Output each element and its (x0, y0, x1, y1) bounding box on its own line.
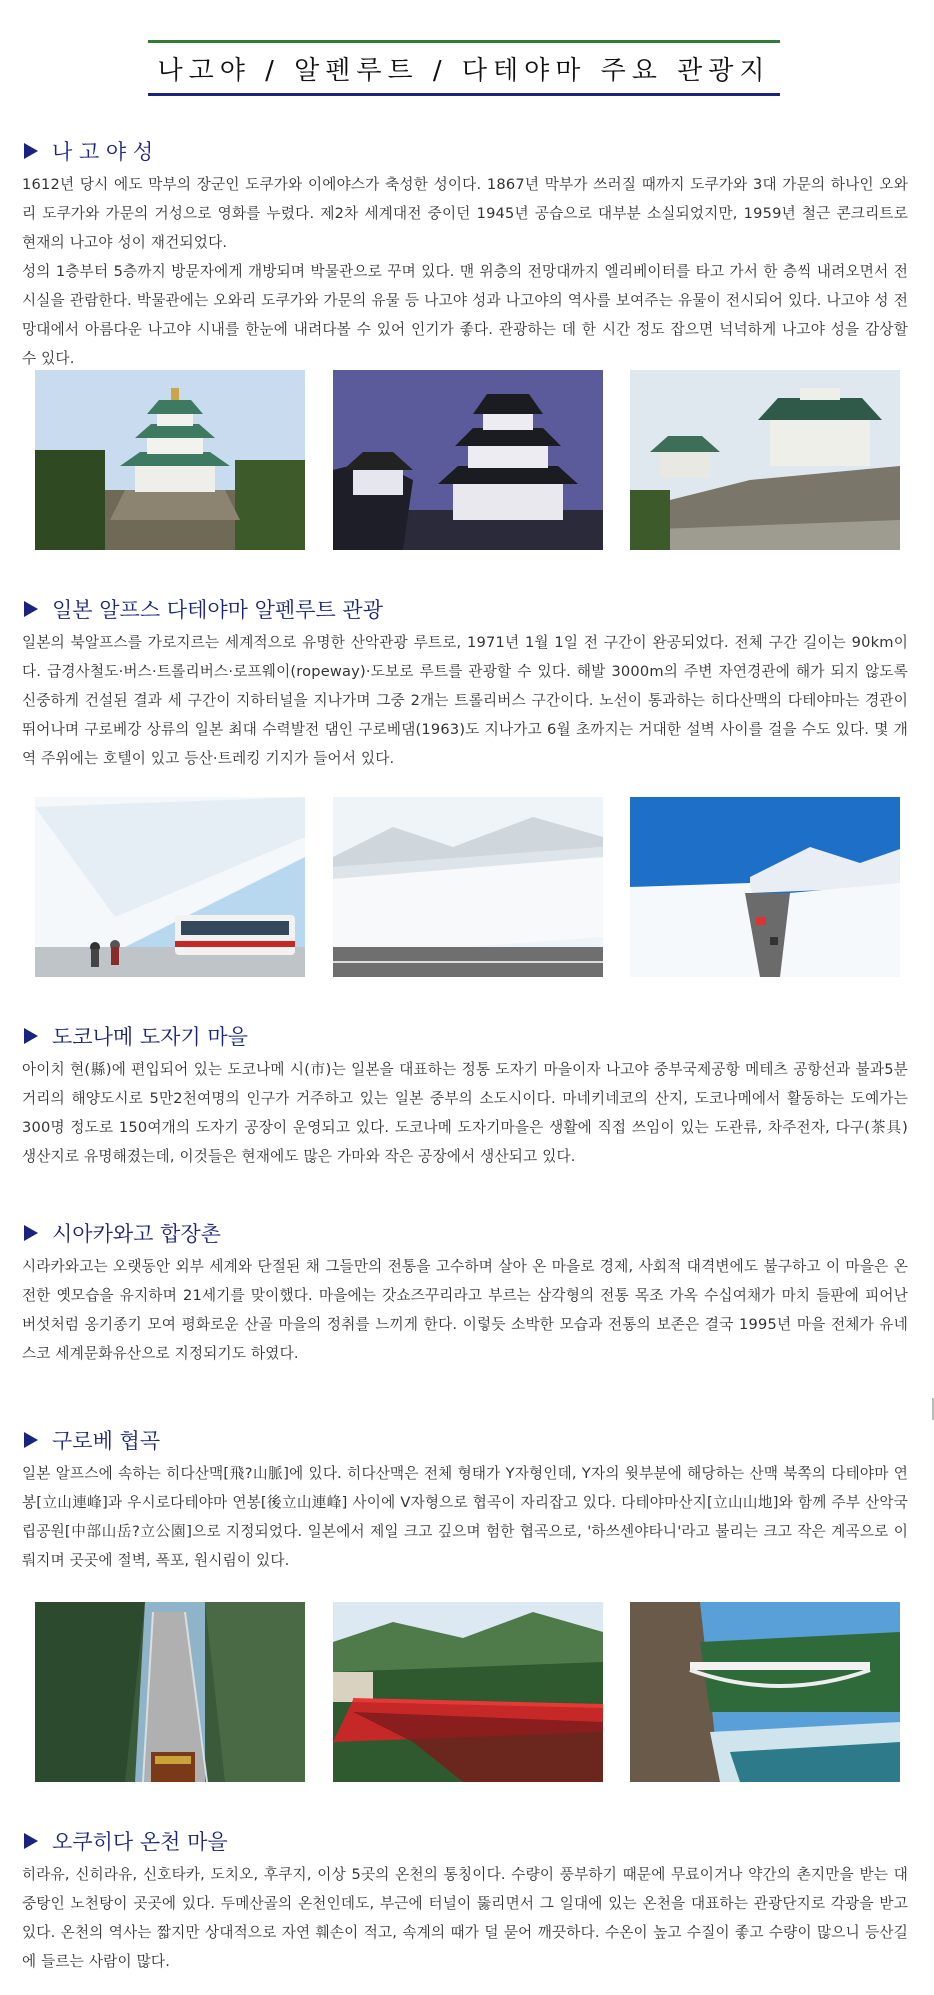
section-heading (22, 594, 908, 624)
section-heading (22, 1218, 908, 1248)
photo-row-castle (0, 370, 934, 550)
section-heading-text: 오쿠히다 온천 마을 (52, 1830, 228, 1854)
triangle-bullet-icon (24, 601, 38, 617)
kurobe-red-bridge-photo (333, 1602, 603, 1782)
section-kurobe-gorge (22, 1425, 908, 1575)
nagoya-castle-photo (35, 370, 305, 550)
page-title-box (148, 40, 780, 96)
paragraph: 시라카와고는 오랫동안 외부 세계와 단절된 채 그들만의 전통을 고수하며 살아 온 마을로 경제, 사회적 대격변에도 불구하고 이 마을은 온전한 옛모습을 유지하며 21세기를 맞이했다. 마을에는 갓쇼즈꾸리라고 부르는 삼각형의 전통 목조 가옥 수십여채가 마치 들판에 피어난 버섯처럼 옹기종기 모여 평화로운 산골 마을의 정취를 느끼게 한다. 이렇듯 소박한 모습과 전통의 보존은 결국 1995년 마을 전체가 유네스코 세계문화유산으로 지정되기도 하였다. (22, 1258, 908, 1362)
triangle-bullet-icon (24, 1833, 38, 1849)
section-heading (22, 1425, 908, 1455)
photo-row-alpine (0, 797, 934, 977)
triangle-bullet-icon (24, 1225, 38, 1241)
section-heading-text: 구로베 협곡 (52, 1429, 161, 1453)
kurobe-train-bridge-photo (35, 1602, 305, 1782)
nagoya-castle-keep-photo (333, 370, 603, 550)
paragraph: 성의 1층부터 5층까지 방문자에게 개방되며 박물관으로 꾸며 있다. 맨 위층의 전망대까지 엘리베이터를 타고 가서 한 층씩 내려오면서 전시실을 관람한다. 박물관에는 오와리 도쿠가와 가문의 유물 등 나고야 성과 나고야의 역사를 보여주는 유물이 전시되어 있다. 나고야 성 전망대에서 아름다운 나고야 시내를 한눈에 내려다볼 수 있어 인기가 좋다. 관광하는 데 한 시간 정도 잡으면 넉넉하게 나고야 성을 감상할 수 있다. (22, 263, 908, 367)
section-okuhida-onsen (22, 1826, 908, 1976)
paragraph: 1612년 당시 에도 막부의 장군인 도쿠가와 이에야스가 축성한 성이다. 1867년 막부가 쓰러질 때까지 도쿠가와 3대 가문의 하나인 오와리 도쿠가와 가문의 거성으로 영화를 누렸다. 제2차 세계대전 중이던 1945년 공습으로 대부분 소실되었지만, 1959년 철근 콘크리트로 현재의 나고야 성이 재건되었다. (22, 176, 908, 251)
section-tokoname (22, 1021, 908, 1171)
section-heading-text: 도코나메 도자기 마을 (52, 1025, 248, 1049)
kurobe-white-bridge-photo (630, 1602, 900, 1782)
section-heading (22, 1021, 908, 1051)
page-title: 나고야 / 알펜루트 / 다테야마 주요 관광지 (157, 55, 771, 86)
section-shirakawago (22, 1218, 908, 1368)
snow-wall-road-photo (333, 797, 603, 977)
section-heading-text: 일본 알프스 다테야마 알펜루트 관광 (52, 598, 383, 622)
snow-wall-bus-photo (35, 797, 305, 977)
photo-row-kurobe (0, 1602, 934, 1782)
paragraph: 아이치 현(縣)에 편입되어 있는 도코나메 시(市)는 일본을 대표하는 정통 도자기 마을이자 나고야 중부국제공항 메테츠 공항선과 불과5분거리의 해양도시로 5만2천여명의 인구가 거주하고 있는 일본 중부의 소도시이다. 마네키네코의 산지, 도코나메에서 활동하는 도예가는 300명 정도로 150여개의 도자기 공장이 운영되고 있다. 도코나메 도자기마을은 생활에 직접 쓰임이 있는 도관류, 차주전자, 다구(茶具) 생산지로 유명해졌는데, 이것들은 현재에도 많은 가마와 작은 공장에서 생산되고 있다. (22, 1061, 908, 1165)
section-heading (22, 1826, 908, 1856)
triangle-bullet-icon (24, 1432, 38, 1448)
section-heading-text: 나 고 야 성 (52, 140, 154, 164)
section-nagoya-castle (22, 136, 908, 373)
paragraph: 일본의 북알프스를 가로지르는 세계적으로 유명한 산악관광 루트로, 1971년 1월 1일 전 구간이 완공되었다. 전체 구간 길이는 90km이다. 급경사철도·버스·트롤리버스·로프웨이(ropeway)·도보로 루트를 관광할 수 있다. 해발 3000m의 주변 자연경관에 해가 되지 않도록 신중하게 건설된 결과 세 구간이 지하터널을 지나가며 그중 2개는 트롤리버스 구간이다. 노선이 통과하는 히다산맥의 다테야마는 경관이 뛰어나며 구로베강 상류의 일본 최대 수력발전 댐인 구로베댐(1963)도 지나가고 6월 초까지는 거대한 설벽 사이를 걸을 수도 있다. 몇 개역 주위에는 호텔이 있고 등산·트레킹 기지가 들어서 있다. (22, 634, 908, 767)
paragraph: 일본 알프스에 속하는 히다산맥[飛?山脈]에 있다. 히다산맥은 전체 형태가 Y자형인데, Y자의 윗부분에 해당하는 산맥 북쪽의 다테야마 연봉[立山連峰]과 우시로다테야마 연봉[後立山連峰] 사이에 V자형으로 협곡이 자리잡고 있다. 다테야마산지[立山山地]와 함께 주부 산악국립공원[中部山岳?立公園]으로 지정되었다. 일본에서 제일 크고 깊으며 험한 협곡으로, '하쓰센야타니'라고 불리는 크고 작은 계곡으로 이뤄지며 곳곳에 절벽, 폭포, 원시림이 있다. (22, 1465, 908, 1569)
paragraph: 히라유, 신히라유, 신호타카, 도치오, 후쿠지, 이상 5곳의 온천의 통칭이다. 수량이 풍부하기 때문에 무료이거나 약간의 촌지만을 받는 대중탕인 노천탕이 곳곳에 있다. 두메산골의 온천인데도, 부근에 터널이 뚫리면서 그 일대에 있는 온천을 대표하는 관광단지로 각광을 받고 있다. 온천의 역사는 짧지만 상대적으로 자연 훼손이 적고, 속계의 때가 덜 묻어 깨끗하다. 수온이 높고 수질이 좋고 수량이 많으니 등산길에 들르는 사람이 많다. (22, 1866, 908, 1970)
section-alpine-route (22, 594, 908, 773)
section-heading-text: 시아카와고 합장촌 (52, 1222, 221, 1246)
snow-corridor-photo (630, 797, 900, 977)
triangle-bullet-icon (24, 143, 38, 159)
section-heading (22, 136, 908, 166)
triangle-bullet-icon (24, 1028, 38, 1044)
nagoya-castle-turret-photo (630, 370, 900, 550)
